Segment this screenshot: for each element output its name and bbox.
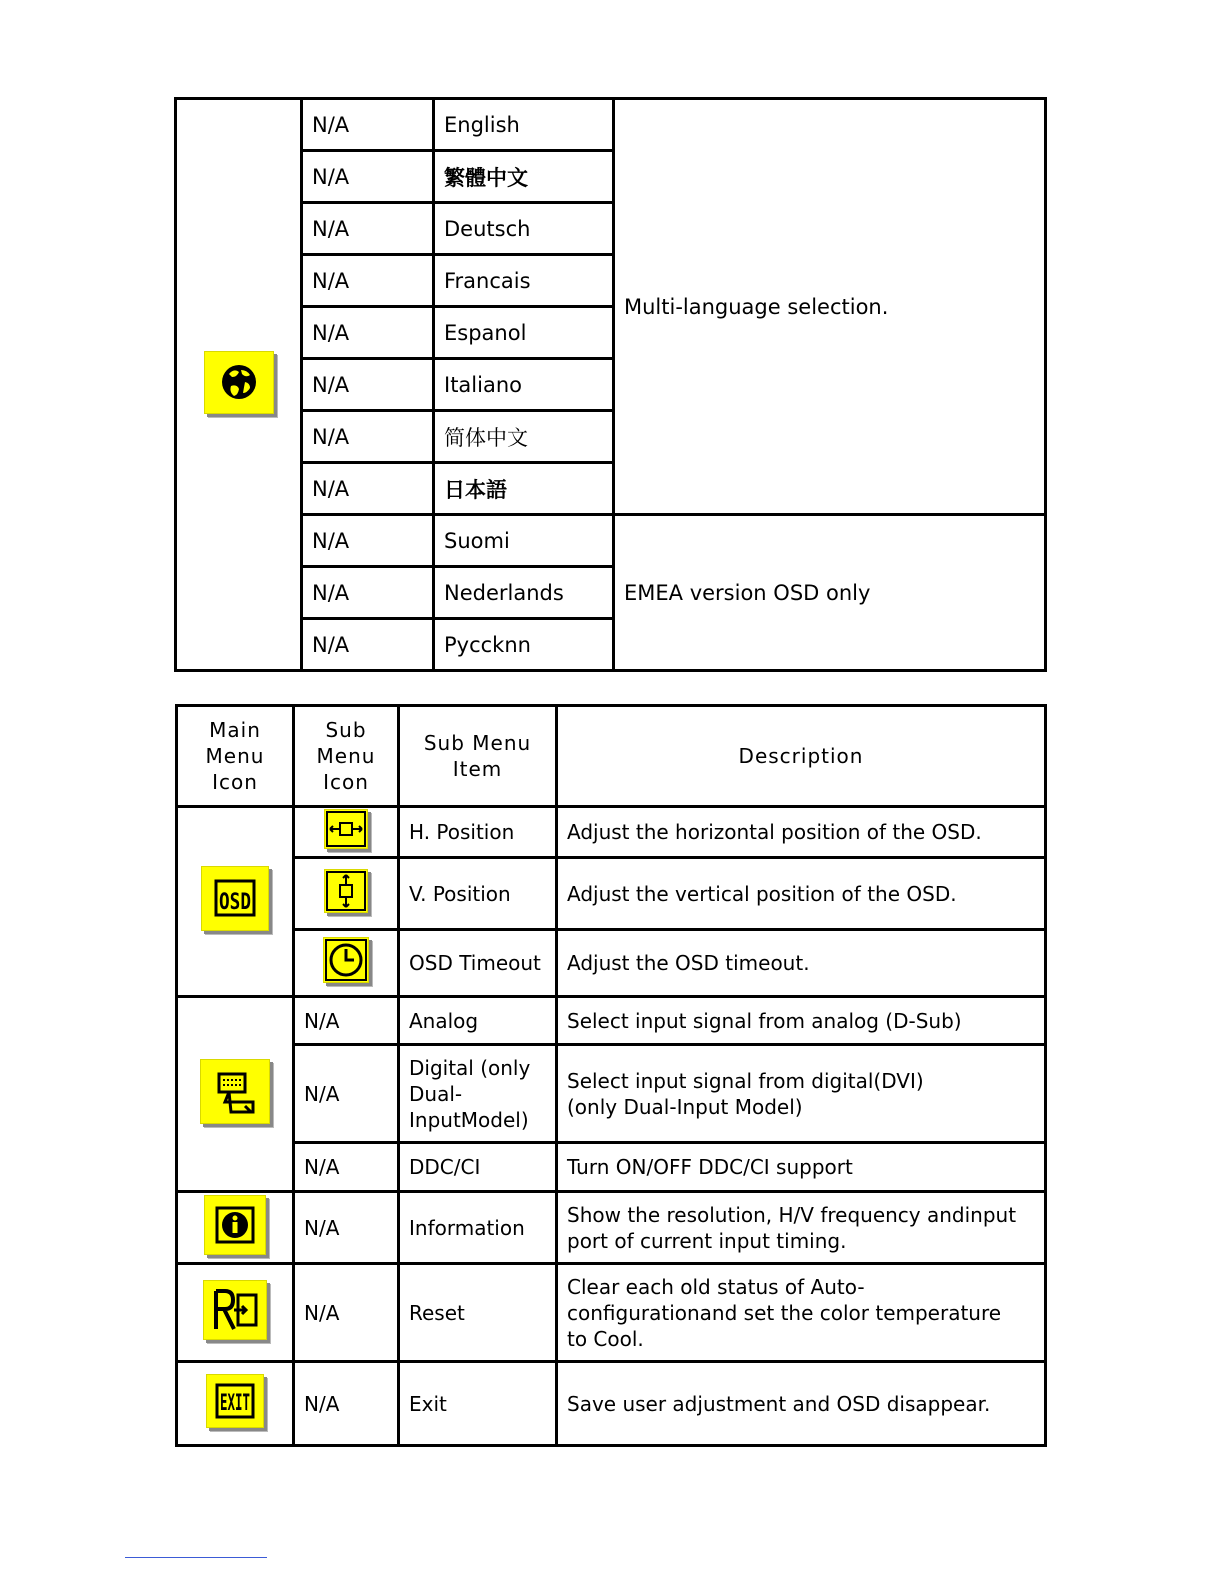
sub-icon-na: N/A — [294, 1143, 399, 1192]
header-sub-menu-item: Sub Menu Item — [399, 706, 557, 807]
header-description: Description — [557, 706, 1046, 807]
lang-item: Deutsch — [434, 203, 614, 255]
osd-menu-table — [175, 704, 1047, 1447]
lang-desc-emea: EMEA version OSD only — [614, 515, 1046, 671]
clock-icon — [323, 937, 369, 983]
lang-item: Suomi — [434, 515, 614, 567]
sub-icon-cell — [294, 807, 399, 858]
description: Clear each old status of Auto-configurationand set the color temperature to Cool. — [557, 1264, 1046, 1362]
lang-sub-icon: N/A — [302, 99, 434, 151]
sub-menu-item: Analog — [399, 997, 557, 1045]
sub-icon-cell — [294, 930, 399, 997]
description: Adjust the horizontal position of the OSD. — [557, 807, 1046, 858]
input-select-icon — [200, 1059, 270, 1124]
lang-item: Italiano — [434, 359, 614, 411]
sub-menu-item: DDC/CI — [399, 1143, 557, 1192]
lang-item: 简体中文 — [434, 411, 614, 463]
lang-sub-icon: N/A — [302, 255, 434, 307]
table-row — [177, 930, 1046, 997]
language-main-icon-cell — [176, 99, 302, 671]
info-icon — [204, 1195, 266, 1255]
lang-item: 日本語 — [434, 463, 614, 515]
reset-icon — [203, 1280, 267, 1340]
sub-menu-item: V. Position — [399, 858, 557, 930]
globe-icon — [204, 351, 274, 414]
header-main-menu-icon: Main Menu Icon — [177, 706, 294, 807]
sub-menu-item: Information — [399, 1192, 557, 1264]
sub-icon-cell — [294, 858, 399, 930]
svg-text:EXIT: EXIT — [220, 1390, 250, 1416]
table-row — [177, 1192, 1046, 1264]
lang-sub-icon: N/A — [302, 411, 434, 463]
sub-menu-item: Exit — [399, 1362, 557, 1446]
sub-icon-na: N/A — [294, 1362, 399, 1446]
description: Adjust the vertical position of the OSD. — [557, 858, 1046, 930]
description: Select input signal from digital(DVI) (only Dual-Input Model) — [557, 1045, 1046, 1143]
footer-divider — [125, 1557, 267, 1558]
lang-sub-icon: N/A — [302, 515, 434, 567]
lang-sub-icon: N/A — [302, 567, 434, 619]
sub-icon-na: N/A — [294, 1264, 399, 1362]
osd-main-icon-cell — [177, 807, 294, 997]
osd-icon — [201, 866, 269, 931]
lang-item: Nederlands — [434, 567, 614, 619]
lang-sub-icon: N/A — [302, 619, 434, 671]
lang-item: Espanol — [434, 307, 614, 359]
lang-sub-icon: N/A — [302, 307, 434, 359]
table-row — [177, 997, 1046, 1045]
table-row — [177, 1362, 1046, 1446]
table-row — [177, 1045, 1046, 1143]
lang-item: Francais — [434, 255, 614, 307]
table-row — [177, 1264, 1046, 1362]
lang-sub-icon: N/A — [302, 151, 434, 203]
lang-item: Pyccknn — [434, 619, 614, 671]
exit-main-icon-cell — [177, 1362, 294, 1446]
description: Select input signal from analog (D-Sub) — [557, 997, 1046, 1045]
v-position-icon — [324, 869, 368, 913]
sub-icon-na: N/A — [294, 997, 399, 1045]
description: Adjust the OSD timeout. — [557, 930, 1046, 997]
lang-item: English — [434, 99, 614, 151]
sub-menu-item: H. Position — [399, 807, 557, 858]
svg-text:OSD: OSD — [219, 890, 251, 915]
lang-sub-icon: N/A — [302, 359, 434, 411]
sub-menu-item: Reset — [399, 1264, 557, 1362]
table-row — [177, 807, 1046, 858]
lang-item: 繁體中文 — [434, 151, 614, 203]
table-row — [177, 858, 1046, 930]
reset-main-icon-cell — [177, 1264, 294, 1362]
h-position-icon — [324, 809, 368, 849]
description: Save user adjustment and OSD disappear. — [557, 1362, 1046, 1446]
header-row — [177, 706, 1046, 807]
sub-icon-na: N/A — [294, 1045, 399, 1143]
lang-sub-icon: N/A — [302, 463, 434, 515]
input-main-icon-cell — [177, 997, 294, 1192]
lang-desc-multi: Multi-language selection. — [614, 99, 1046, 515]
table-row — [177, 1143, 1046, 1192]
sub-menu-item: OSD Timeout — [399, 930, 557, 997]
description: Turn ON/OFF DDC/CI support — [557, 1143, 1046, 1192]
lang-sub-icon: N/A — [302, 203, 434, 255]
header-sub-menu-icon: Sub Menu Icon — [294, 706, 399, 807]
sub-menu-item: Digital (only Dual-InputModel) — [399, 1045, 557, 1143]
language-table — [174, 97, 1047, 672]
sub-icon-na: N/A — [294, 1192, 399, 1264]
info-main-icon-cell — [177, 1192, 294, 1264]
description: Show the resolution, H/V frequency andinput port of current input timing. — [557, 1192, 1046, 1264]
exit-icon — [206, 1374, 264, 1428]
